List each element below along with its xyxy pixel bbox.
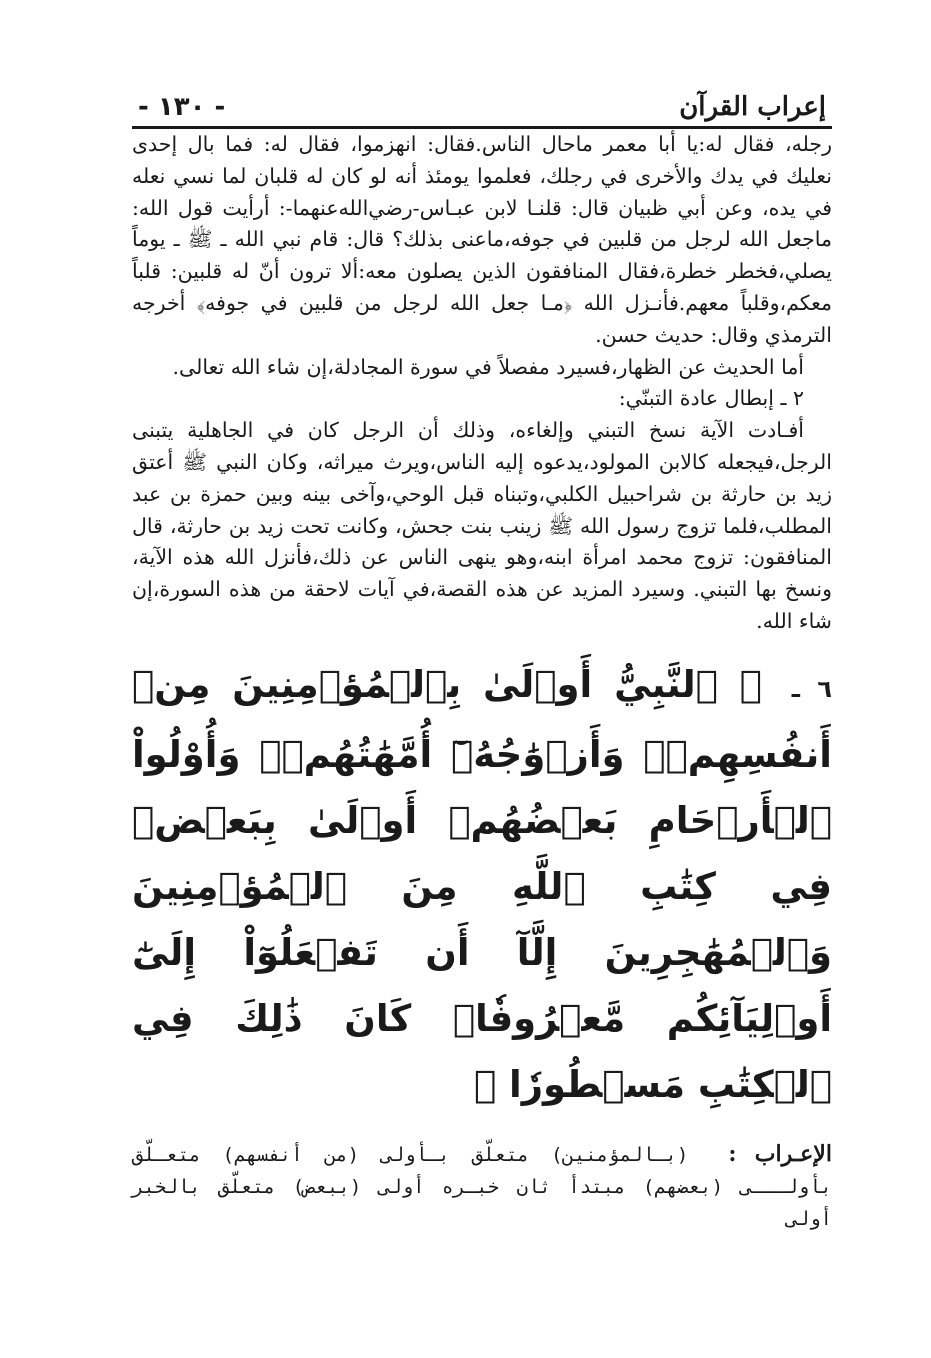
irab-label: الإعـراب : [728,1140,832,1167]
paragraph-hadith: رجله، فقال له:يا أبا معمر ماحال الناس.فقال: انهزموا، فقال له: فما بال إحدى نعليك في يدك والأخرى في رجلك، فعلموا يومئذ أنه لو كان له قلبان لما نسي نعله في يده، وعن أبي ظبيان قال: قلنـا لابن عبـاس-رضي‌الله‌عنهما-: أرأيت قول الله: ماجعل الله لرجل من قلبين في جوفه،ماعنى بذلك؟ قال: قام نبي الله ـ ﷺ ـ يوماً يصلي،فخطر خطرة،فقال المنافقون الذين يصلون معه:ألا ترون أنّ له قلبين: قلباً معكم،وقلباً معهم.فأنـزل الله ﴿مـا جعل الله لرجل من قلبين في جوفه﴾ أخرجه الترمذي وقال: حديث حسن. [132,132,832,347]
irab-section [132,1138,832,1235]
page-number: - ١٣٠ - [138,92,226,122]
irab-text: (بـالمؤمنين) متعلّق بـأولى (من أنفسهم) متعـلّق بأولـــى (بعضهم) مبتدأ ثان خبـره أولى (ببعض) متعلّق بالخبر أولى [132,1143,832,1230]
verse-text: ﴿ ٱلنَّبِيُّ أَوۡلَىٰ بِٱلۡمُؤۡمِنِينَ مِنۡ أَنفُسِهِمۡۖ وَأَزۡوَٰجُهُۥٓ أُمَّهَٰتُهُمۡۗ وَأُوْلُواْ ٱلۡأَرۡحَامِ بَعۡضُهُمۡ أَوۡلَىٰ بِبَعۡضٖ فِي كِتَٰبِ ٱللَّهِ مِنَ ٱلۡمُؤۡمِنِينَ وَٱلۡمُهَٰجِرِينَ إِلَّآ أَن تَفۡعَلُوٓاْ إِلَىٰٓ أَوۡلِيَآئِكُم مَّعۡرُوفٗاۚ كَانَ ذَٰلِكَ فِي ٱلۡكِتَٰبِ مَسۡطُورٗا ﴾ [132,662,832,1106]
running-title: إعراب القرآن [679,92,826,122]
verse-number: ٦ ـ [791,674,832,703]
section-heading-adoption: ٢ ـ إبطال عادة التبنّي: [618,386,804,411]
book-page [132,82,832,1282]
quran-verse [132,652,832,1118]
paragraph-adoption: أفـادت الآية نسخ التبني وإلغاءه، وذلك أن الرجل كان في الجاهلية يتبنى الرجل،فيجعله كالابن المولود،يدعوه إليه الناس،ويرث ميراثه، وكان النبي ﷺ أعتق زيد بن حارثة بن شراحبيل الكلبي،وتبناه قبل الوحي،وآخى بينه وبين حمزة بن عبد المطلب،فلما تزوج رسول الله ﷺ زينب بنت جحش، وكانت تحت زيد بن حارثة، قال المنافقون: تزوج محمد امرأة ابنه،وهو ينهى الناس عن ذلك،فأنزل الله هذه الآية، ونسخ بها التبني. وسيرد المزيد عن هذه القصة،في آيات لاحقة من هذه السورة،إن شاء الله. [132,418,832,633]
paragraph-zihar: أما الحديث عن الظهار،فسيرد مفصلاً في سورة المجادلة،إن شاء الله تعالى. [172,354,804,379]
running-header [132,82,832,129]
main-text [132,129,832,638]
